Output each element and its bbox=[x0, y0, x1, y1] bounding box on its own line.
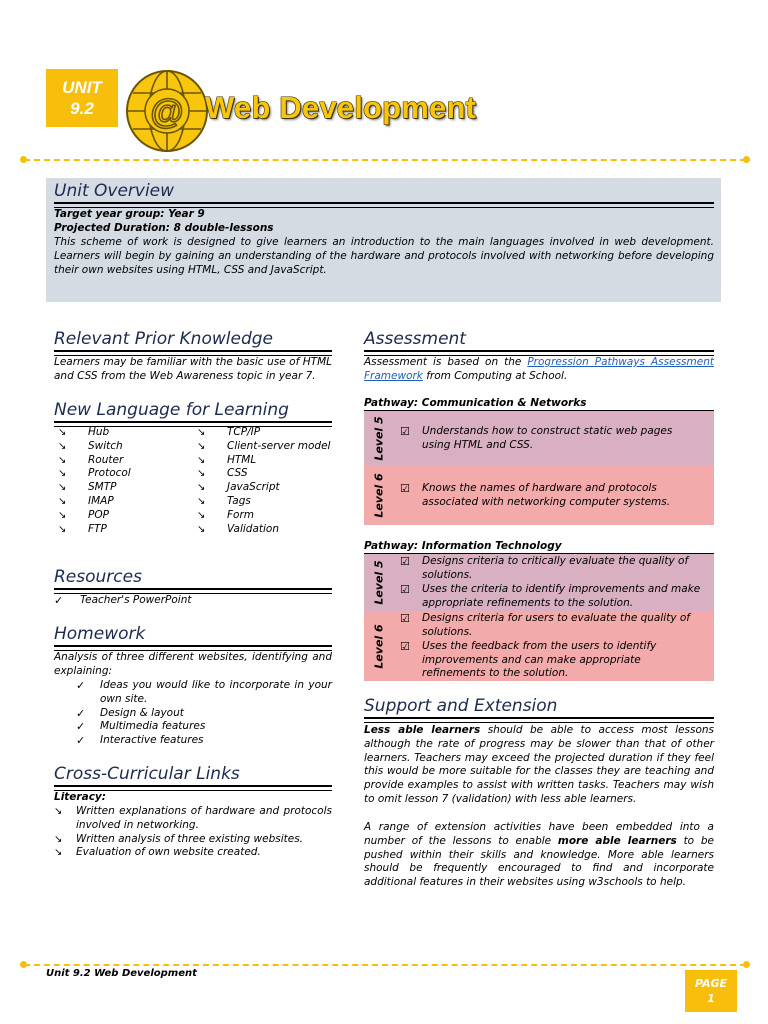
overview-description: This scheme of work is designed to give learners an introduction to the main languages involved in web development. Learners will begin by gaining an understanding of the hardware and protocols involved with networking before developing their own websites using HTML, CSS and JavaScript. bbox=[54, 236, 714, 276]
list-item bbox=[58, 426, 198, 440]
arrow-down-right-icon: ↘ bbox=[58, 482, 67, 494]
checkmark-icon: ✓ bbox=[76, 679, 86, 692]
term: POP bbox=[88, 508, 109, 521]
list-item bbox=[197, 509, 337, 523]
homework-intro: Analysis of three different websites, identifying and explaining: bbox=[54, 651, 332, 677]
arrow-down-right-icon: ↘ bbox=[58, 454, 67, 466]
level-item-text: Designs criteria to critically evaluate the quality of solutions. bbox=[422, 555, 689, 581]
checkmark-icon: ✓ bbox=[54, 594, 64, 607]
unit-badge-line1: UNIT bbox=[62, 78, 102, 97]
arrow-down-right-icon: ↘ bbox=[54, 847, 63, 859]
arrow-down-right-icon: ↘ bbox=[58, 509, 67, 521]
homework-item: Ideas you would like to incorporate in your own site. bbox=[100, 679, 332, 705]
ballot-box-check-icon: ☑ bbox=[400, 640, 410, 653]
support-paragraph-1 bbox=[364, 724, 714, 807]
list-item bbox=[54, 846, 332, 860]
arrow-down-right-icon: ↘ bbox=[197, 440, 206, 452]
term: TCP/IP bbox=[227, 426, 261, 438]
section-rule bbox=[364, 717, 714, 723]
support-paragraph-2 bbox=[364, 821, 714, 890]
arrow-down-right-icon: ↘ bbox=[197, 482, 206, 494]
divider-dot bbox=[743, 156, 750, 163]
homework-item: Multimedia features bbox=[100, 720, 206, 733]
new-language-title: New Language for Learning bbox=[54, 400, 289, 420]
divider-dot bbox=[20, 156, 27, 163]
arrow-down-right-icon: ↘ bbox=[197, 495, 206, 507]
list-item bbox=[197, 481, 337, 495]
pathway-title: Pathway: Information Technology bbox=[364, 540, 562, 552]
arrow-down-right-icon: ↘ bbox=[197, 454, 206, 466]
term: Router bbox=[88, 453, 124, 466]
divider-dot bbox=[743, 961, 750, 968]
term: Client-server model bbox=[227, 439, 331, 452]
ballot-box-check-icon: ☑ bbox=[400, 482, 410, 495]
prior-knowledge-text: Learners may be familiar with the basic use of HTML and CSS from the Web Awareness topic in year 7. bbox=[54, 356, 332, 382]
pathway-title: Pathway: Communication & Networks bbox=[364, 397, 587, 409]
unit-badge bbox=[46, 69, 118, 127]
level6-box bbox=[364, 611, 714, 681]
page-title: Web Development bbox=[205, 90, 477, 125]
assessment-intro-after: from Computing at School. bbox=[422, 369, 568, 382]
level5-box bbox=[364, 554, 714, 611]
arrow-down-right-icon: ↘ bbox=[197, 468, 206, 480]
new-language-list-1 bbox=[58, 426, 198, 536]
level-item bbox=[400, 640, 702, 681]
footer-unit-title: Unit 9.2 Web Development bbox=[46, 968, 197, 979]
level-item bbox=[400, 583, 702, 610]
level-item-text: Uses the feedback from the users to identify improvements and can make appropriate refinements to the solution. bbox=[422, 640, 657, 680]
arrow-down-right-icon: ↘ bbox=[58, 427, 67, 438]
assessment-intro bbox=[364, 356, 714, 384]
support-extension-title: Support and Extension bbox=[364, 696, 558, 716]
term: Validation bbox=[227, 522, 279, 535]
homework-item: Interactive features bbox=[100, 734, 204, 747]
arrow-down-right-icon: ↘ bbox=[58, 468, 67, 480]
cross-curricular-list bbox=[54, 805, 332, 860]
list-item bbox=[197, 495, 337, 509]
list-item bbox=[58, 481, 198, 495]
new-language-list-2 bbox=[197, 426, 337, 536]
assessment-title: Assessment bbox=[364, 329, 466, 349]
list-item bbox=[76, 707, 332, 721]
checkmark-icon: ✓ bbox=[76, 720, 86, 734]
arrow-down-right-icon: ↘ bbox=[197, 427, 206, 438]
homework-list bbox=[76, 679, 332, 748]
list-item bbox=[54, 805, 332, 833]
term: Tags bbox=[227, 494, 251, 507]
top-divider bbox=[24, 159, 746, 161]
list-item bbox=[197, 426, 337, 440]
list-item bbox=[54, 833, 332, 847]
literacy-label: Literacy: bbox=[54, 791, 106, 803]
support-p1-text: should be able to access most lessons although the rate of progress may be slower than that of other learners. Teachers may exceed the projected duration if they feel this would be more suitable for the classes they are teaching and provide examples to assist with written tasks. Teachers may wish to omit lesson 7 (validation) with less able learners. bbox=[364, 724, 714, 805]
term: Protocol bbox=[88, 467, 131, 480]
level-label: Level 5 bbox=[372, 560, 386, 605]
cross-curricular-title: Cross-Curricular Links bbox=[54, 764, 240, 784]
level-item-text: Knows the names of hardware and protocols associated with networking computer systems. bbox=[422, 482, 671, 508]
literacy-item: Evaluation of own website created. bbox=[76, 846, 261, 859]
level-item bbox=[400, 555, 702, 582]
prior-knowledge-title: Relevant Prior Knowledge bbox=[54, 329, 273, 349]
list-item bbox=[58, 467, 198, 481]
level-item-text: Uses the criteria to identify improvements and make appropriate refinements to the solution. bbox=[422, 583, 701, 609]
arrow-down-right-icon: ↘ bbox=[197, 523, 206, 535]
term: Hub bbox=[88, 426, 110, 438]
page-number: 1 bbox=[707, 992, 715, 1005]
target-year-group: Target year group: Year 9 bbox=[54, 208, 205, 220]
arrow-down-right-icon: ↘ bbox=[54, 833, 63, 845]
projected-duration: Projected Duration: 8 double-lessons bbox=[54, 222, 274, 234]
resources-list bbox=[54, 594, 332, 608]
level6-box bbox=[364, 465, 714, 525]
unit-overview-title: Unit Overview bbox=[54, 181, 175, 201]
term: JavaScript bbox=[227, 481, 280, 494]
term: FTP bbox=[88, 522, 107, 535]
arrow-down-right-icon: ↘ bbox=[58, 440, 67, 452]
list-item bbox=[76, 734, 332, 748]
level-item-text: Designs criteria for users to evaluate the quality of solutions. bbox=[422, 612, 690, 638]
bottom-divider bbox=[24, 964, 746, 966]
level-item bbox=[400, 425, 702, 452]
support-p2-before: A range of extension activities have been embedded into a number of the lessons to enable bbox=[364, 821, 714, 847]
list-item bbox=[58, 509, 198, 523]
list-item bbox=[197, 440, 337, 454]
less-able-label: Less able learners bbox=[364, 724, 481, 736]
level-label: Level 6 bbox=[372, 472, 386, 518]
list-item bbox=[58, 440, 198, 454]
literacy-item: Written analysis of three existing websites. bbox=[76, 832, 304, 845]
checkmark-icon: ✓ bbox=[76, 706, 86, 720]
list-item bbox=[58, 454, 198, 468]
page-label: PAGE bbox=[694, 977, 728, 990]
term: IMAP bbox=[88, 494, 114, 507]
arrow-down-right-icon: ↘ bbox=[58, 523, 67, 535]
term: SMTP bbox=[88, 481, 117, 494]
ballot-box-check-icon: ☑ bbox=[400, 555, 410, 568]
arrow-down-right-icon: ↘ bbox=[58, 495, 67, 507]
more-able-label: more able learners bbox=[557, 834, 677, 847]
ballot-box-check-icon: ☑ bbox=[400, 583, 410, 596]
literacy-item: Written explanations of hardware and protocols involved in networking. bbox=[76, 805, 332, 831]
ballot-box-check-icon: ☑ bbox=[400, 612, 410, 625]
ballot-box-check-icon: ☑ bbox=[400, 425, 410, 438]
term: HTML bbox=[227, 453, 257, 466]
list-item bbox=[197, 467, 337, 481]
divider-dot bbox=[20, 961, 27, 968]
resources-title: Resources bbox=[54, 567, 142, 587]
list-item bbox=[58, 495, 198, 509]
checkmark-icon: ✓ bbox=[76, 734, 86, 748]
resource-item: Teacher's PowerPoint bbox=[80, 594, 192, 606]
list-item bbox=[197, 454, 337, 468]
term: Form bbox=[227, 508, 255, 521]
level-item bbox=[400, 482, 702, 509]
list-item bbox=[58, 523, 198, 537]
list-item bbox=[76, 679, 332, 707]
arrow-down-right-icon: ↘ bbox=[197, 509, 206, 521]
page-badge bbox=[685, 970, 737, 1012]
unit-badge-line2: 9.2 bbox=[70, 99, 94, 118]
arrow-down-right-icon: ↘ bbox=[54, 806, 63, 817]
assessment-intro-before: Assessment is based on the bbox=[364, 356, 528, 368]
level5-box bbox=[364, 411, 714, 465]
svg-text:@: @ bbox=[150, 93, 184, 131]
term: CSS bbox=[227, 467, 248, 480]
term: Switch bbox=[88, 439, 123, 452]
list-item bbox=[76, 720, 332, 734]
support-p2-after: to be pushed within their skills and knowledge. More able learners should be frequently encouraged to find and incorporate additional features in their websites using w3schools to help. bbox=[364, 834, 714, 889]
level-label: Level 6 bbox=[372, 623, 386, 669]
level-item bbox=[400, 612, 702, 639]
list-item bbox=[54, 594, 332, 608]
at-sign-globe-icon bbox=[124, 68, 210, 154]
homework-item: Design & layout bbox=[100, 706, 184, 719]
progression-pathways-link[interactable]: Progression Pathways Assessment Framework bbox=[364, 356, 714, 382]
homework-title: Homework bbox=[54, 624, 146, 644]
list-item bbox=[197, 523, 337, 537]
level-item-text: Understands how to construct static web pages using HTML and CSS. bbox=[422, 425, 673, 451]
level-label: Level 5 bbox=[372, 415, 386, 461]
